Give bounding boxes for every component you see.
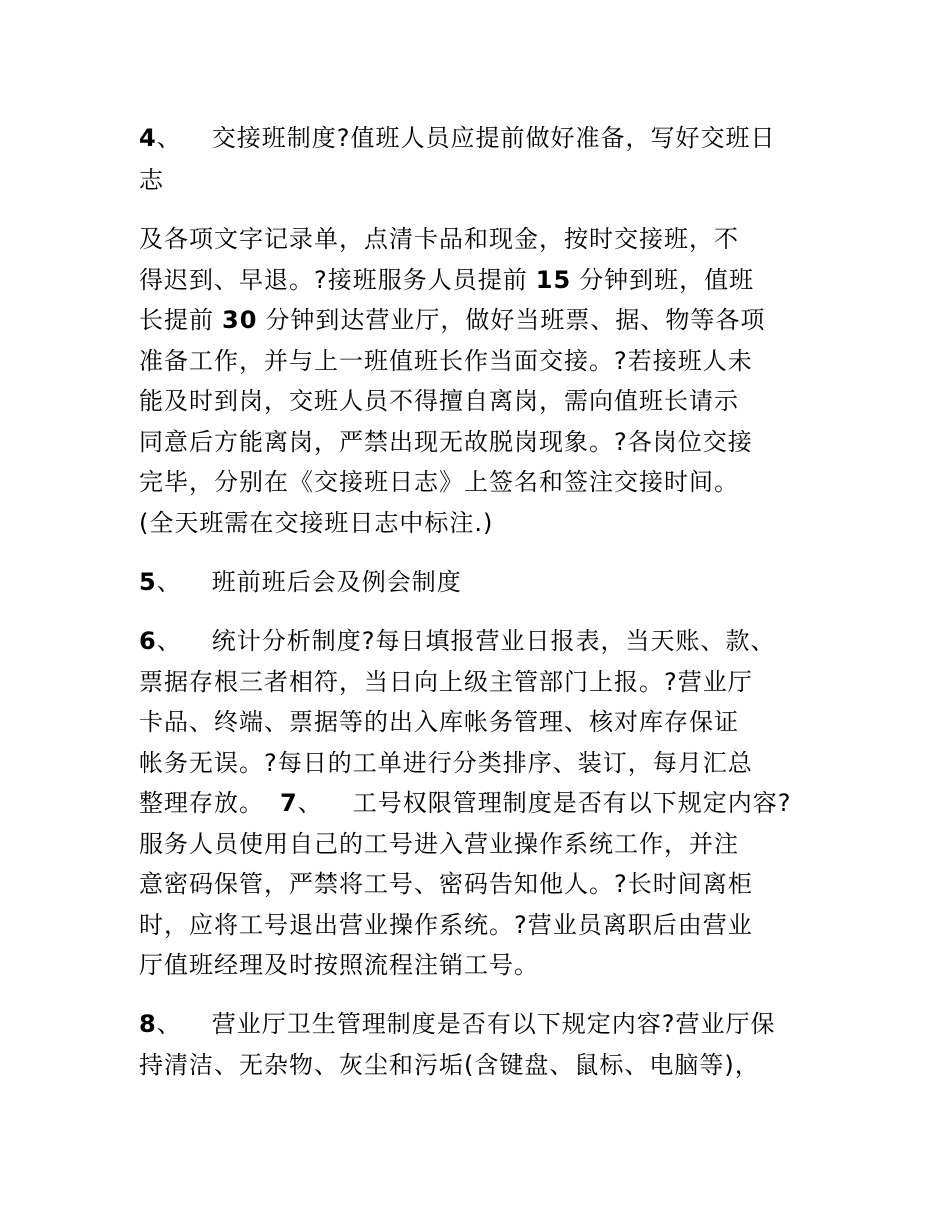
- section-6-line-1: [139, 626, 775, 656]
- section-4-line-1: [139, 123, 775, 153]
- paragraph-text: 同意后方能离岗，严禁出现无故脱岗现象。?各岗位交接: [139, 428, 753, 456]
- inline-number: 15: [535, 266, 572, 294]
- paragraph-line: [139, 950, 539, 980]
- section-separator: 、: [156, 1010, 182, 1038]
- paragraph-text: 厅值班经理及时按照流程注销工号。: [139, 951, 539, 979]
- paragraph-text: 卡品、终端、票据等的出入库帐务管理、核对库存保证: [139, 708, 739, 736]
- paragraph-text: 持清洁、无杂物、灰尘和污垢(含键盘、鼠标、电脑等)，: [139, 1051, 760, 1079]
- paragraph-text: 统计分析制度?每日填报营业日报表，当天账、款、: [211, 627, 776, 655]
- paragraph-text: (全天班需在交接班日志中标注.): [139, 509, 494, 537]
- paragraph-text: 分钟到达营业厅，做好当班票、据、物等各项: [265, 306, 766, 334]
- paragraph-line: [139, 829, 739, 859]
- paragraph-line: [139, 788, 791, 818]
- paragraph-text: 帐务无误。?每日的工单进行分类排序、装订，每月汇总: [139, 749, 753, 777]
- paragraph-text: 工号权限管理制度是否有以下规定内容?: [352, 789, 792, 817]
- paragraph-line: [139, 467, 739, 497]
- paragraph-text: 意密码保管，严禁将工号、密码告知他人。?长时间离柜: [139, 870, 753, 898]
- paragraph-line: [139, 305, 765, 335]
- paragraph-text: 服务人员使用自己的工号进入营业操作系统工作，并注: [139, 830, 739, 858]
- paragraph-line: [139, 748, 753, 778]
- paragraph-line: [139, 1050, 760, 1080]
- paragraph-text: 时，应将工号退出营业操作系统。?营业员离职后由营业: [139, 911, 753, 939]
- section-title: 班前班后会及例会制度: [211, 568, 462, 596]
- paragraph-text: 及各项文字记录单，点清卡品和现金，按时交接班，不: [139, 225, 739, 253]
- paragraph-line: [139, 910, 753, 940]
- paragraph-line: [139, 224, 739, 254]
- paragraph-text: 整理存放。: [139, 789, 264, 817]
- paragraph-line: [139, 508, 493, 538]
- paragraph-text: 能及时到岗，交班人员不得擅自离岗，需向值班长请示: [139, 387, 739, 415]
- section-separator: 、: [156, 627, 182, 655]
- section-5-line: [139, 567, 462, 597]
- section-number: 4: [139, 124, 157, 152]
- paragraph-text: 志: [139, 166, 164, 194]
- paragraph-line: [139, 667, 753, 697]
- paragraph-text: 票据存根三者相符，当日向上级主管部门上报。?营业厅: [139, 668, 753, 696]
- section-separator: 、: [297, 789, 323, 817]
- paragraph-text: 完毕，分别在《交接班日志》上签名和签注交接时间。: [139, 468, 739, 496]
- paragraph-line: [139, 386, 739, 416]
- section-separator: 、: [156, 568, 182, 596]
- paragraph-line: [139, 427, 753, 457]
- section-number: 5: [139, 568, 157, 596]
- paragraph-text: 营业厅卫生管理制度是否有以下规定内容?营业厅保: [211, 1010, 776, 1038]
- paragraph-text: 准备工作，并与上一班值班长作当面交接。?若接班人未: [139, 347, 753, 375]
- paragraph-text: 分钟到班，值班: [579, 266, 755, 294]
- section-number: 8: [139, 1010, 157, 1038]
- paragraph-line: [139, 346, 753, 376]
- paragraph-text: 交接班制度?值班人员应提前做好准备，写好交班日: [211, 124, 776, 152]
- inline-number: 30: [222, 306, 258, 334]
- paragraph-line: [139, 869, 753, 899]
- paragraph-text: 得迟到、早退。?接班服务人员提前: [139, 266, 528, 294]
- section-8-line-1: [139, 1009, 775, 1039]
- paragraph-line: [139, 707, 739, 737]
- section-4-line-2: [139, 165, 164, 195]
- paragraph-line: [139, 265, 754, 295]
- section-number: 7: [280, 789, 298, 817]
- paragraph-text: 长提前: [139, 306, 214, 334]
- section-number: 6: [139, 627, 157, 655]
- section-separator: 、: [156, 124, 182, 152]
